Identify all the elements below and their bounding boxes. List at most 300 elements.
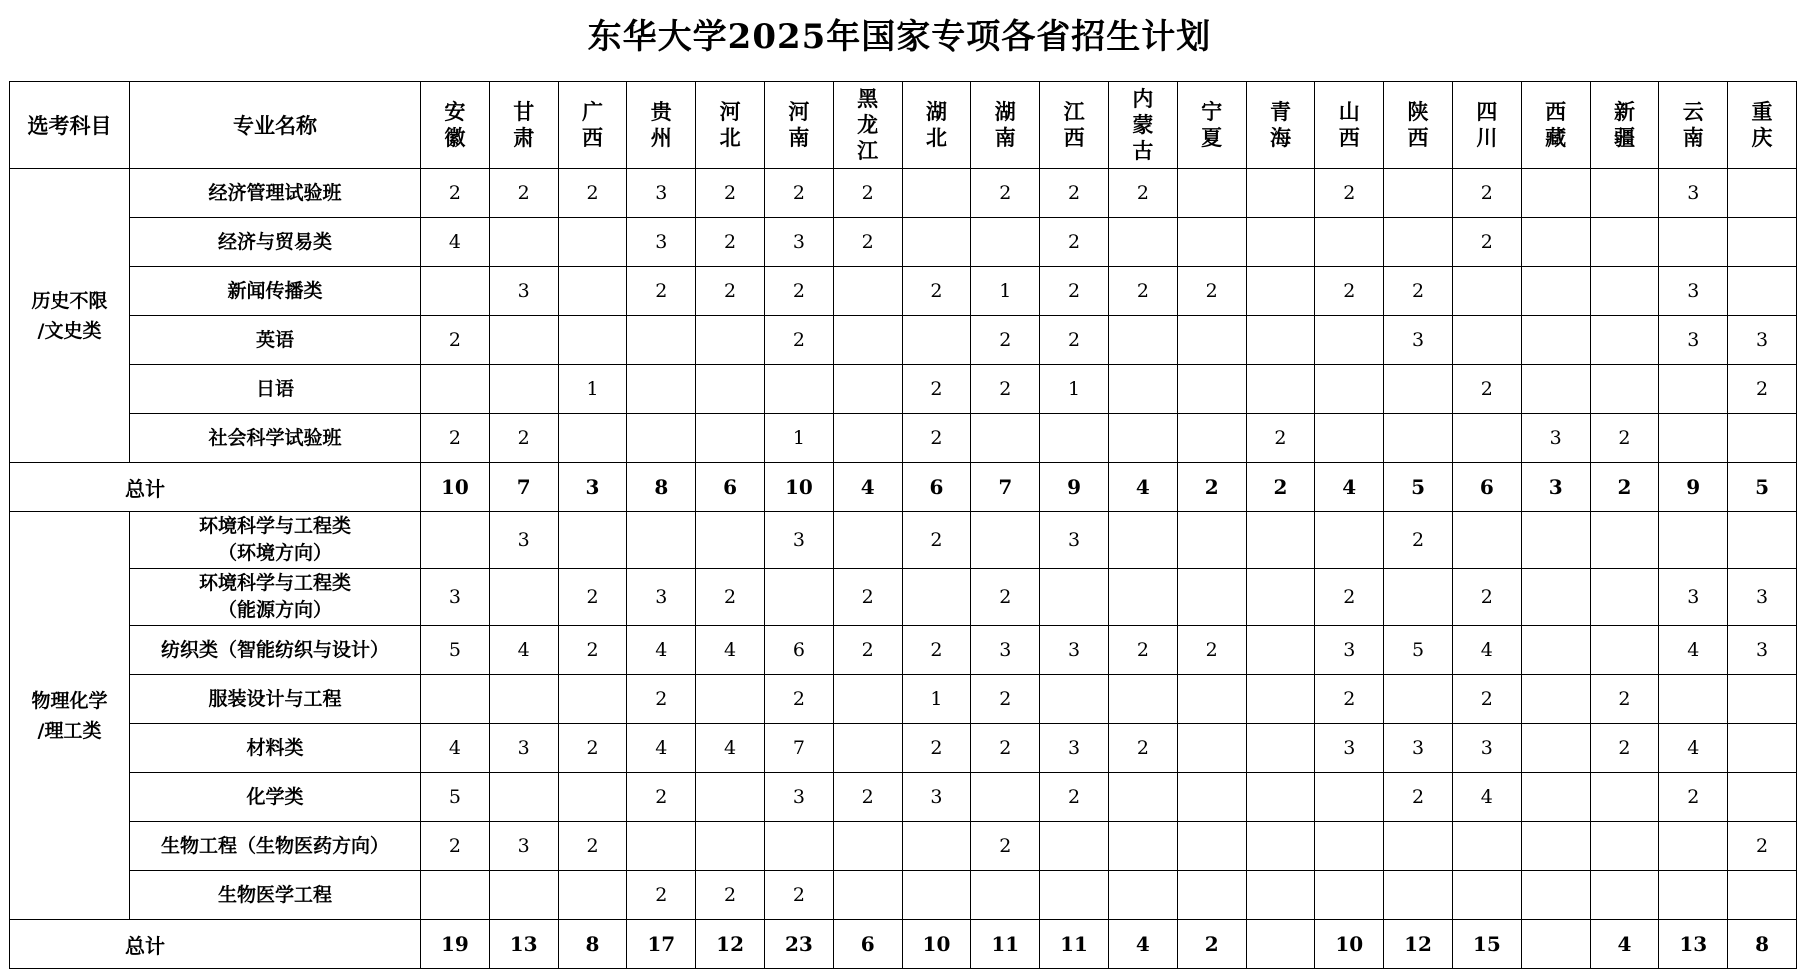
- quota-cell: 5: [421, 773, 490, 822]
- quota-cell: [1521, 169, 1590, 218]
- quota-cell: [833, 267, 902, 316]
- quota-cell: [696, 365, 765, 414]
- quota-cell: 4: [1659, 626, 1728, 675]
- quota-cell: [1384, 414, 1453, 463]
- quota-cell: [833, 316, 902, 365]
- total-cell: 4: [1108, 920, 1177, 969]
- quota-cell: 4: [489, 626, 558, 675]
- quota-cell: [489, 773, 558, 822]
- quota-cell: 3: [1384, 316, 1453, 365]
- quota-cell: 2: [1040, 218, 1109, 267]
- quota-cell: [1246, 365, 1315, 414]
- quota-cell: [489, 365, 558, 414]
- quota-cell: 2: [1452, 675, 1521, 724]
- quota-cell: 4: [627, 626, 696, 675]
- quota-cell: 3: [902, 773, 971, 822]
- total-cell: 2: [1590, 463, 1659, 512]
- quota-cell: [1246, 724, 1315, 773]
- quota-cell: [1728, 414, 1797, 463]
- quota-cell: [1108, 871, 1177, 920]
- quota-cell: 2: [558, 822, 627, 871]
- quota-cell: [1246, 773, 1315, 822]
- quota-cell: [1246, 267, 1315, 316]
- quota-cell: 4: [1452, 626, 1521, 675]
- quota-cell: [1521, 316, 1590, 365]
- quota-cell: [1246, 316, 1315, 365]
- quota-cell: [1108, 569, 1177, 626]
- total-cell: 10: [1315, 920, 1384, 969]
- total-cell: 17: [627, 920, 696, 969]
- quota-cell: [833, 822, 902, 871]
- quota-cell: 2: [833, 569, 902, 626]
- quota-cell: 2: [558, 169, 627, 218]
- province-header: [1728, 82, 1797, 169]
- major-name-cell-line: 化学类: [246, 785, 304, 808]
- major-name-cell: [130, 218, 421, 267]
- quota-cell: 2: [902, 512, 971, 569]
- quota-cell: [1659, 218, 1728, 267]
- quota-cell: 3: [627, 569, 696, 626]
- province-header: [696, 82, 765, 169]
- province-header: [902, 82, 971, 169]
- quota-cell: [1315, 773, 1384, 822]
- quota-cell: [489, 316, 558, 365]
- total-cell: 8: [1728, 920, 1797, 969]
- quota-cell: [1246, 512, 1315, 569]
- quota-cell: 3: [1384, 724, 1453, 773]
- province-header-line: 西: [581, 125, 603, 150]
- quota-cell: [1521, 871, 1590, 920]
- quota-cell: 3: [1452, 724, 1521, 773]
- quota-cell: [971, 773, 1040, 822]
- province-header: [971, 82, 1040, 169]
- province-header: [1246, 82, 1315, 169]
- quota-cell: [627, 414, 696, 463]
- quota-cell: 2: [558, 569, 627, 626]
- province-header-line: 河: [788, 99, 810, 124]
- major-name-cell: [130, 414, 421, 463]
- quota-cell: [902, 169, 971, 218]
- quota-cell: 2: [627, 871, 696, 920]
- major-name-cell: [130, 626, 421, 675]
- quota-cell: [902, 316, 971, 365]
- quota-cell: [833, 871, 902, 920]
- quota-cell: [489, 569, 558, 626]
- quota-cell: 3: [489, 512, 558, 569]
- quota-cell: 2: [696, 267, 765, 316]
- province-header-line: 河: [719, 99, 741, 124]
- quota-cell: [421, 675, 490, 724]
- province-header-line: 疆: [1613, 125, 1635, 150]
- province-header: [1590, 82, 1659, 169]
- quota-cell: 3: [489, 724, 558, 773]
- quota-cell: [1384, 169, 1453, 218]
- province-header-line: 云: [1682, 99, 1704, 124]
- total-cell: 6: [1452, 463, 1521, 512]
- major-name-cell: [130, 675, 421, 724]
- quota-cell: 2: [1384, 773, 1453, 822]
- province-header-line: 州: [650, 125, 672, 150]
- subject-column-header: 选考科目: [10, 82, 130, 169]
- quota-cell: [696, 316, 765, 365]
- province-header-line: 川: [1476, 125, 1498, 150]
- quota-cell: [1659, 365, 1728, 414]
- quota-cell: [627, 822, 696, 871]
- quota-cell: [1040, 414, 1109, 463]
- total-cell: [1521, 920, 1590, 969]
- total-cell: 2: [1246, 463, 1315, 512]
- quota-cell: [1452, 822, 1521, 871]
- subject-group-cell: [10, 169, 130, 463]
- province-header-line: 蒙: [1132, 112, 1154, 137]
- quota-cell: [1728, 724, 1797, 773]
- quota-cell: [1108, 822, 1177, 871]
- quota-cell: 3: [1040, 724, 1109, 773]
- quota-cell: [558, 773, 627, 822]
- table-row: [10, 724, 1797, 773]
- quota-cell: 2: [833, 626, 902, 675]
- total-cell: 4: [1590, 920, 1659, 969]
- quota-cell: 3: [627, 169, 696, 218]
- province-header-line: 肃: [513, 125, 535, 150]
- province-header-line: 夏: [1201, 125, 1223, 150]
- quota-cell: [1728, 675, 1797, 724]
- total-row: [10, 463, 1797, 512]
- quota-cell: [421, 512, 490, 569]
- quota-cell: 3: [1040, 512, 1109, 569]
- quota-cell: 2: [627, 773, 696, 822]
- total-cell: 7: [971, 463, 1040, 512]
- quota-cell: [1040, 822, 1109, 871]
- total-cell: 8: [558, 920, 627, 969]
- quota-cell: [1384, 822, 1453, 871]
- quota-cell: 3: [1659, 569, 1728, 626]
- total-cell: 6: [902, 463, 971, 512]
- document-title: 东华大学2025年国家专项各省招生计划: [587, 17, 1212, 57]
- quota-cell: [1728, 512, 1797, 569]
- quota-cell: 3: [489, 267, 558, 316]
- province-header: [558, 82, 627, 169]
- quota-cell: 2: [1728, 822, 1797, 871]
- quota-cell: [833, 512, 902, 569]
- quota-cell: [1108, 773, 1177, 822]
- major-name-cell: [130, 169, 421, 218]
- quota-cell: 3: [489, 822, 558, 871]
- province-header-line: 庆: [1751, 125, 1773, 150]
- province-header-line: 黑: [857, 86, 879, 111]
- quota-cell: [1728, 871, 1797, 920]
- quota-cell: 1: [1040, 365, 1109, 414]
- province-header: [1521, 82, 1590, 169]
- quota-cell: 3: [1728, 569, 1797, 626]
- major-name-cell-line: （环境方向）: [217, 542, 332, 564]
- province-header-line: 海: [1269, 125, 1291, 150]
- major-name-cell: [130, 822, 421, 871]
- quota-cell: 3: [1040, 626, 1109, 675]
- major-name-cell: [130, 724, 421, 773]
- quota-cell: 4: [696, 724, 765, 773]
- quota-cell: [1590, 512, 1659, 569]
- province-header-line: 西: [1545, 99, 1567, 124]
- major-name-cell-line: 生物工程（生物医药方向）: [160, 834, 389, 857]
- quota-cell: [1108, 414, 1177, 463]
- province-header: [764, 82, 833, 169]
- province-header-line: 山: [1338, 99, 1360, 124]
- quota-cell: [1315, 512, 1384, 569]
- quota-cell: 2: [1108, 267, 1177, 316]
- quota-cell: [1177, 724, 1246, 773]
- total-cell: 13: [489, 920, 558, 969]
- total-cell: 6: [833, 920, 902, 969]
- quota-cell: 1: [764, 414, 833, 463]
- quota-cell: [489, 218, 558, 267]
- quota-cell: 2: [489, 414, 558, 463]
- quota-cell: [489, 871, 558, 920]
- quota-cell: [1659, 414, 1728, 463]
- quota-cell: [627, 365, 696, 414]
- enrollment-plan-table: [9, 81, 1797, 969]
- table-row: [10, 218, 1797, 267]
- quota-cell: [1177, 512, 1246, 569]
- quota-cell: [833, 724, 902, 773]
- province-header-line: 南: [994, 125, 1016, 150]
- quota-cell: [1108, 316, 1177, 365]
- quota-cell: [696, 414, 765, 463]
- quota-cell: [1246, 218, 1315, 267]
- province-header-line: 安: [444, 99, 466, 124]
- quota-cell: 2: [1040, 316, 1109, 365]
- major-name-cell-line: 材料类: [246, 736, 304, 759]
- table-row: [10, 871, 1797, 920]
- quota-cell: [1315, 316, 1384, 365]
- province-header-line: 广: [581, 99, 603, 124]
- province-header-line: 古: [1132, 138, 1154, 163]
- quota-cell: 3: [1521, 414, 1590, 463]
- table-row: [10, 267, 1797, 316]
- quota-cell: [1728, 267, 1797, 316]
- quota-cell: [1590, 822, 1659, 871]
- major-name-cell-line: 日语: [255, 377, 294, 400]
- major-name-cell: [130, 871, 421, 920]
- major-name-cell: [130, 365, 421, 414]
- quota-cell: [1728, 773, 1797, 822]
- quota-cell: 2: [421, 316, 490, 365]
- quota-cell: 2: [1590, 675, 1659, 724]
- major-name-cell-line: 新闻传播类: [227, 279, 323, 302]
- quota-cell: [1177, 316, 1246, 365]
- quota-cell: [558, 218, 627, 267]
- quota-cell: [1040, 675, 1109, 724]
- quota-cell: 4: [421, 218, 490, 267]
- total-cell: 3: [1521, 463, 1590, 512]
- total-cell: 2: [1177, 920, 1246, 969]
- quota-cell: [627, 316, 696, 365]
- total-cell: 8: [627, 463, 696, 512]
- province-header: [421, 82, 490, 169]
- quota-cell: 2: [1177, 267, 1246, 316]
- province-header-line: 宁: [1201, 99, 1223, 124]
- province-header-line: 四: [1476, 99, 1498, 124]
- quota-cell: 2: [1728, 365, 1797, 414]
- quota-cell: [971, 512, 1040, 569]
- quota-cell: 2: [696, 218, 765, 267]
- quota-cell: [1177, 773, 1246, 822]
- quota-cell: [1728, 169, 1797, 218]
- province-header-line: 藏: [1545, 125, 1567, 150]
- quota-cell: [1384, 675, 1453, 724]
- quota-cell: [1521, 626, 1590, 675]
- quota-cell: [1521, 218, 1590, 267]
- quota-cell: [1040, 569, 1109, 626]
- quota-cell: [558, 675, 627, 724]
- quota-cell: 2: [833, 773, 902, 822]
- province-header-line: 重: [1751, 99, 1773, 124]
- total-cell: 5: [1384, 463, 1453, 512]
- quota-cell: [1659, 822, 1728, 871]
- quota-cell: [1315, 365, 1384, 414]
- table-row: [10, 822, 1797, 871]
- total-cell: 10: [421, 463, 490, 512]
- province-header-line: 青: [1269, 99, 1291, 124]
- quota-cell: 2: [1590, 414, 1659, 463]
- quota-cell: [1452, 871, 1521, 920]
- quota-cell: [1108, 218, 1177, 267]
- total-row: [10, 920, 1797, 969]
- total-cell: 13: [1659, 920, 1728, 969]
- quota-cell: [1384, 871, 1453, 920]
- quota-cell: 1: [558, 365, 627, 414]
- quota-cell: 2: [1108, 724, 1177, 773]
- table-row: [10, 626, 1797, 675]
- total-cell: 5: [1728, 463, 1797, 512]
- quota-cell: 3: [1315, 626, 1384, 675]
- table-row: [10, 365, 1797, 414]
- quota-cell: 2: [627, 675, 696, 724]
- quota-cell: [1521, 822, 1590, 871]
- province-header: [1659, 82, 1728, 169]
- quota-cell: [1177, 218, 1246, 267]
- quota-cell: [1246, 822, 1315, 871]
- quota-cell: [1315, 414, 1384, 463]
- quota-cell: [1315, 218, 1384, 267]
- subject-group-cell-line: 历史不限: [31, 289, 108, 312]
- quota-cell: 3: [764, 773, 833, 822]
- quota-cell: 3: [764, 218, 833, 267]
- quota-cell: 4: [1452, 773, 1521, 822]
- major-name-cell-line: 生物医学工程: [217, 883, 332, 906]
- quota-cell: [1246, 169, 1315, 218]
- quota-cell: [558, 414, 627, 463]
- province-header-line: 北: [719, 125, 741, 150]
- quota-cell: [833, 365, 902, 414]
- quota-cell: [1590, 169, 1659, 218]
- major-name-cell-line: 经济管理试验班: [208, 181, 342, 204]
- quota-cell: [558, 316, 627, 365]
- quota-cell: [696, 822, 765, 871]
- quota-cell: [902, 822, 971, 871]
- table-row: [10, 773, 1797, 822]
- major-name-cell: [130, 512, 421, 569]
- quota-cell: 2: [764, 316, 833, 365]
- quota-cell: 3: [1728, 316, 1797, 365]
- quota-cell: 2: [1452, 169, 1521, 218]
- quota-cell: [558, 267, 627, 316]
- quota-cell: 3: [1728, 626, 1797, 675]
- subject-group-cell-line: /文史类: [37, 319, 102, 342]
- quota-cell: 2: [764, 169, 833, 218]
- quota-cell: [1590, 365, 1659, 414]
- quota-cell: 2: [1040, 773, 1109, 822]
- quota-cell: 2: [1315, 169, 1384, 218]
- quota-cell: [489, 675, 558, 724]
- quota-cell: [1384, 569, 1453, 626]
- quota-cell: 2: [558, 724, 627, 773]
- quota-cell: [764, 365, 833, 414]
- total-cell: 9: [1659, 463, 1728, 512]
- province-header: [833, 82, 902, 169]
- province-header-line: 内: [1132, 86, 1154, 111]
- total-cell: 11: [1040, 920, 1109, 969]
- province-header-line: 湖: [994, 99, 1016, 124]
- major-name-cell-line: 环境科学与工程类: [198, 515, 351, 537]
- major-column-header: 专业名称: [130, 82, 421, 169]
- province-header-line: 贵: [650, 99, 672, 124]
- total-cell: 12: [1384, 920, 1453, 969]
- quota-cell: 2: [902, 626, 971, 675]
- major-name-cell: [130, 773, 421, 822]
- quota-cell: 2: [902, 267, 971, 316]
- quota-cell: [1177, 675, 1246, 724]
- major-name-cell-line: （能源方向）: [217, 599, 332, 621]
- quota-cell: 2: [696, 169, 765, 218]
- quota-cell: [833, 414, 902, 463]
- quota-cell: [1452, 414, 1521, 463]
- total-cell: 4: [833, 463, 902, 512]
- quota-cell: 1: [971, 267, 1040, 316]
- quota-cell: [1659, 512, 1728, 569]
- quota-cell: 2: [764, 267, 833, 316]
- quota-cell: [1177, 822, 1246, 871]
- quota-cell: [421, 267, 490, 316]
- quota-cell: [1246, 626, 1315, 675]
- province-header-line: 龙: [857, 112, 879, 137]
- province-header-line: 西: [1063, 125, 1085, 150]
- quota-cell: 2: [902, 365, 971, 414]
- major-name-cell: [130, 316, 421, 365]
- quota-cell: 2: [1315, 675, 1384, 724]
- quota-cell: [1040, 871, 1109, 920]
- quota-cell: 2: [489, 169, 558, 218]
- quota-cell: 2: [902, 414, 971, 463]
- quota-cell: [764, 822, 833, 871]
- quota-cell: [902, 569, 971, 626]
- quota-cell: [1521, 675, 1590, 724]
- quota-cell: [1521, 365, 1590, 414]
- quota-cell: [1246, 675, 1315, 724]
- province-header-line: 江: [857, 138, 879, 163]
- province-header: [1040, 82, 1109, 169]
- quota-cell: [902, 218, 971, 267]
- header-row: [10, 82, 1797, 169]
- major-name-cell: [130, 569, 421, 626]
- quota-cell: [902, 871, 971, 920]
- quota-cell: 4: [1659, 724, 1728, 773]
- quota-cell: [971, 414, 1040, 463]
- quota-cell: [1590, 773, 1659, 822]
- quota-cell: 2: [421, 822, 490, 871]
- quota-cell: [1108, 365, 1177, 414]
- quota-cell: 2: [971, 365, 1040, 414]
